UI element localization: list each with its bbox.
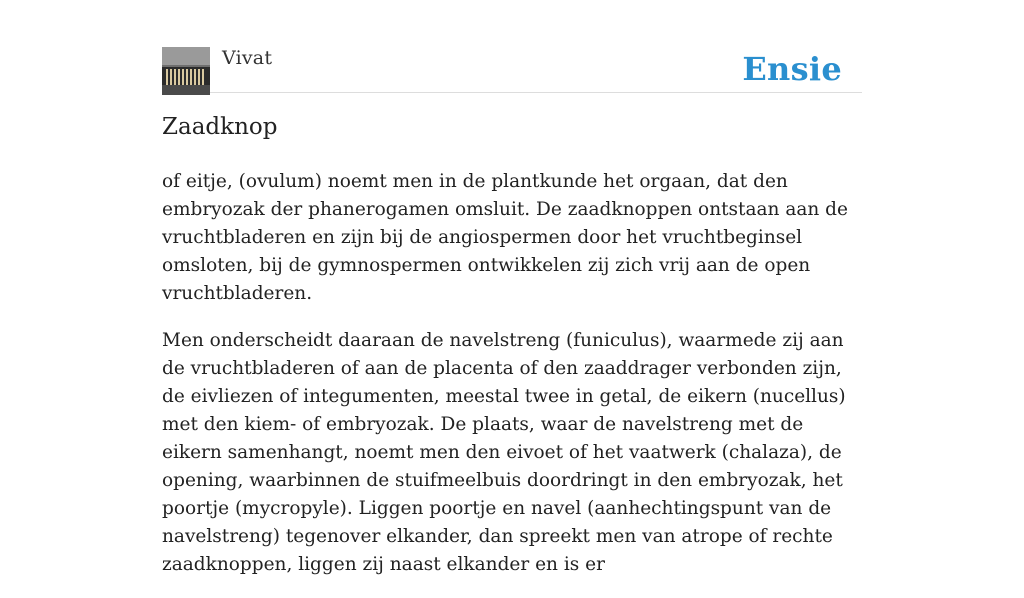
avatar[interactable] bbox=[162, 47, 210, 95]
author-name[interactable]: Vivat bbox=[222, 47, 273, 69]
paragraph: Men onderscheidt daaraan de navelstreng (funiculus), waarmede zij aan de vruchtbladeren of aan de placenta of den zaaddrager verbonden zijn, de eivliezen of integumenten, meestal twee in getal, de eikern (nucellus) met den kiem- of embryozak. De plaats, waar de navelstreng met de eikern samenhangt, noemt men den eivoet of het vaatwerk (chalaza), de opening, waarbinnen de stuifmeelbuis doordringt in den embryozak, het poortje (mycropyle). Liggen poortje en navel (aanhechtingspunt van de navelstreng) tegenover elkander, dan spreekt men van atrope of rechte zaadknoppen, liggen zij naast elkander en is er bbox=[162, 330, 846, 575]
avatar-image-icon bbox=[162, 47, 210, 95]
paragraph: of eitje, (ovulum) noemt men in de plantkunde het orgaan, dat den embryozak der phanerogamen omsluit. De zaadknoppen ontstaan aan de vruchtbladeren en zijn bij de angiospermen door het vruchtbeginsel omsloten, bij de gymnospermen ontwikkelen zij zich vrij aan de open vruchtbladeren. bbox=[162, 171, 848, 304]
page-title: Zaadknop bbox=[162, 114, 278, 140]
header bbox=[162, 46, 862, 93]
ensie-logo[interactable]: Ensie bbox=[742, 50, 842, 88]
article-body bbox=[162, 168, 866, 598]
